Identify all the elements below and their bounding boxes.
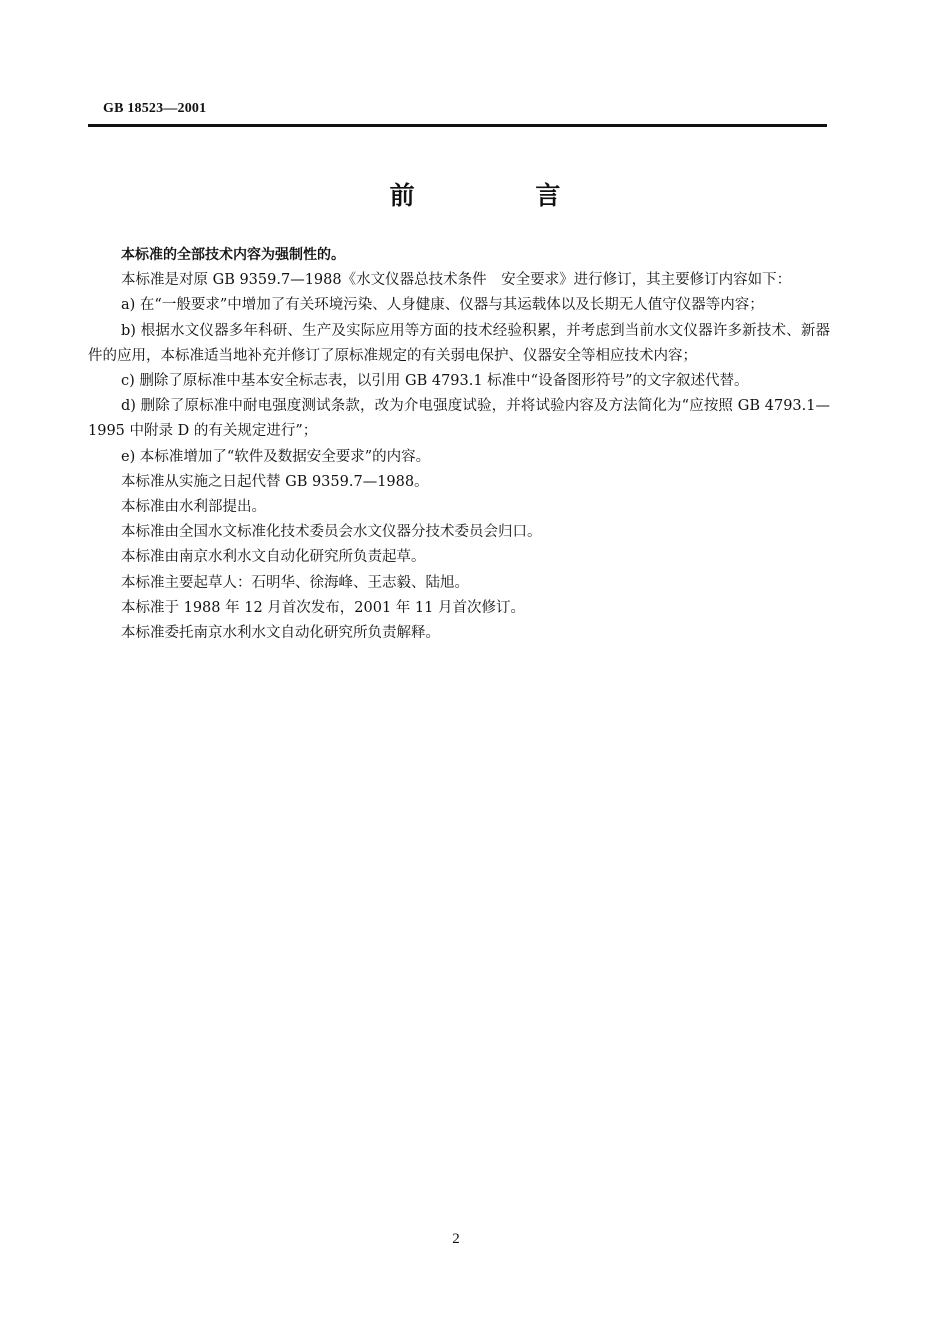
paragraph-drafted-by: 本标准由南京水利水文自动化研究所负责起草。 [121,549,426,566]
mandatory-statement: 本标准的全部技术内容为强制性的。 [121,247,345,263]
header-divider [88,124,827,127]
paragraph-item-e: e) 本标准增加了“软件及数据安全要求”的内容。 [121,448,431,465]
paragraph-revision-intro: 本标准是对原 GB 9359.7—1988《水文仪器总技术条件 安全要求》进行修订，其主要修订内容如下： [121,272,792,289]
paragraph-publication-history: 本标准于 1988 年 12 月首次发布，2001 年 11 月首次修订。 [121,599,525,616]
standard-code: GB 18523—2001 [103,101,207,116]
paragraph-item-d: d) 删除了原标准中耐电强度测试条款，改为介电强度试验，并将试验内容及方法简化为“应按照 GB 4793.1—1995 中附录 D 的有关规定进行”； [88,398,830,440]
page-number: 2 [452,1231,460,1247]
foreword-body [88,243,830,646]
paragraph-drafters: 本标准主要起草人：石明华、徐海峰、王志毅、陆旭。 [121,574,469,591]
paragraph-item-b: b) 根据水文仪器多年科研、生产及实际应用等方面的技术经验积累，并考虑到当前水文仪器许多新技术、新器件的应用，本标准适当地补充并修订了原标准规定的有关弱电保护、仪器安全等相应技术内容； [88,322,830,364]
paragraph-interpretation: 本标准委托南京水利水文自动化研究所负责解释。 [121,625,440,642]
paragraph-item-c: c) 删除了原标准中基本安全标志表，以引用 GB 4793.1 标准中“设备图形符号”的文字叙述代替。 [121,373,749,390]
paragraph-proposed-by: 本标准由水利部提出。 [121,499,266,516]
paragraph-replaces: 本标准从实施之日起代替 GB 9359.7—1988。 [121,473,429,490]
paragraph-item-a: a) 在“一般要求”中增加了有关环境污染、人身健康、仪器与其运载体以及长期无人值守仪器等内容； [121,297,764,314]
paragraph-centralized-by: 本标准由全国水文标准化技术委员会水文仪器分技术委员会归口。 [121,524,542,541]
page-title: 前 言 [389,181,617,210]
